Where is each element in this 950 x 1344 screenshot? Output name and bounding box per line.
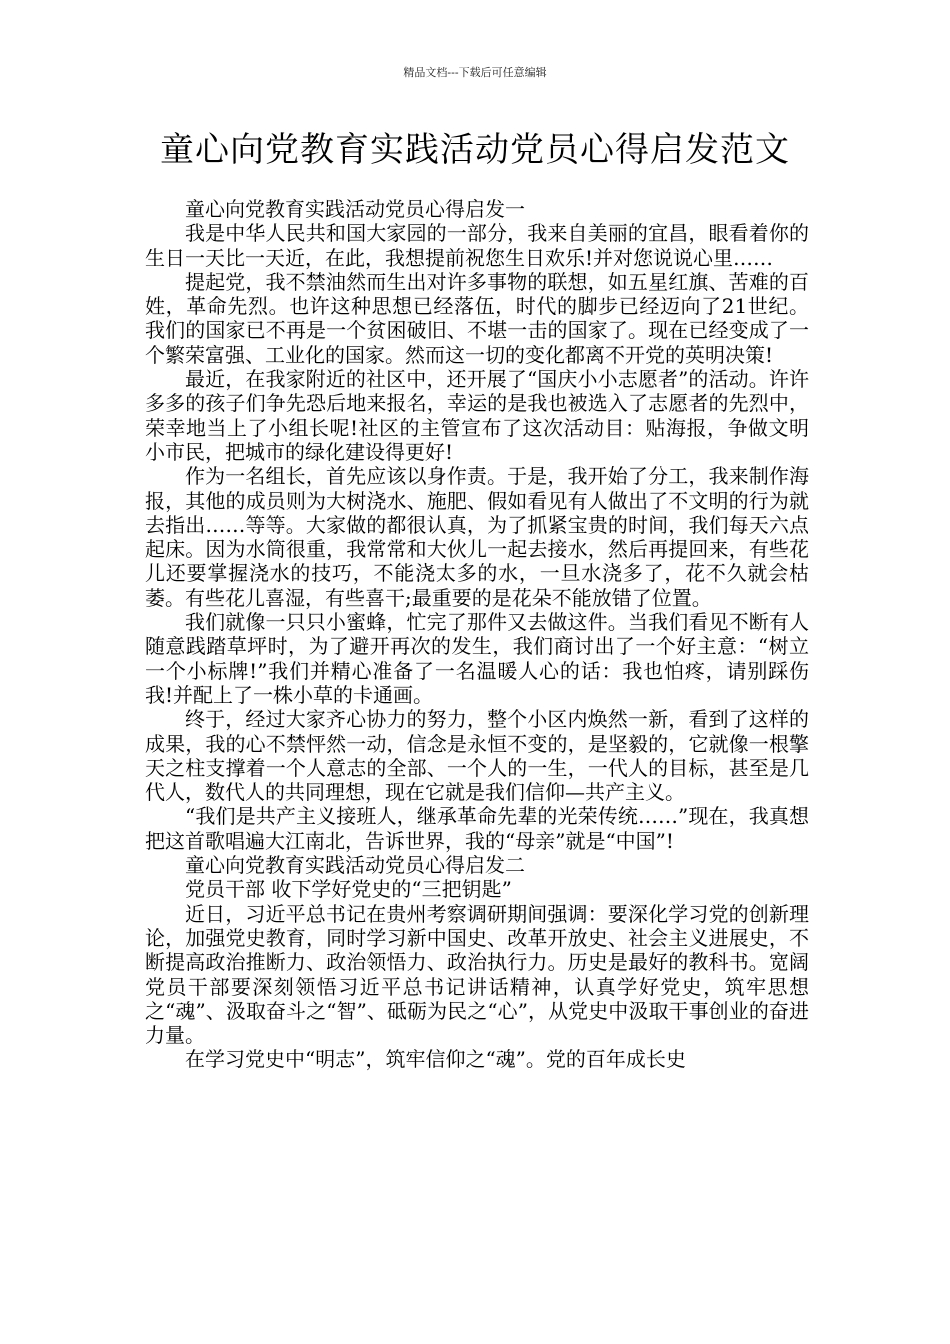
document-title: 童心向党教育实践活动党员心得启发范文 xyxy=(160,130,790,170)
paragraph: 提起党，我不禁油然而生出对许多事物的联想，如五星红旗、苦难的百姓，革命先烈。也许这种思想已经落伍，时代的脚步已经迈向了21世纪。我们的国家已不再是一个贫困破旧、不堪一击的国家了。现在已经变成了一个繁荣富强、工业化的国家。然而这一切的变化都离不开党的英明决策! xyxy=(145,269,809,367)
page-header: 精品文档---下载后可任意编辑 xyxy=(403,66,547,79)
paragraph: 最近，在我家附近的社区中，还开展了“国庆小小志愿者”的活动。许许多多的孩子们争先恐后地来报名，幸运的是我也被选入了志愿者的先烈中，荣幸地当上了小组长呢!社区的主管宣布了这次活动目：贴海报，争做文明小市民，把城市的绿化建设得更好! xyxy=(145,367,809,464)
document-body xyxy=(145,197,809,1072)
paragraph: 终于，经过大家齐心协力的努力，整个小区内焕然一新，看到了这样的成果，我的心不禁怦然一动，信念是永恒不变的，是坚毅的，它就像一根擎天之柱支撑着一个人意志的全部、一个人的一生，一代人的目标，甚至是几代人，数代人的共同理想，现在它就是我们信仰—共产主义。 xyxy=(145,707,809,805)
paragraph: 在学习党史中“明志”，筑牢信仰之“魂”。党的百年成长史 xyxy=(185,1047,686,1072)
paragraph: 我是中华人民共和国大家园的一部分，我来自美丽的宜昌，眼看着你的生日一天比一天近，在此，我想提前祝您生日欢乐!并对您说说心里…… xyxy=(145,221,809,270)
paragraph: 作为一名组长，首先应该以身作责。于是，我开始了分工，我来制作海报，其他的成员则为大树浇水、施肥、假如看见有人做出了不文明的行为就去指出……等等。大家做的都很认真，为了抓紧宝贵的时间，我们每天六点起床。因为水筒很重，我常常和大伙儿一起去接水，然后再提回来，有些花儿还要掌握浇水的技巧，不能浇太多的水，一旦水浇多了，花不久就会枯萎。有些花儿喜湿，有些喜干;最重要的是花朵不能放错了位置。 xyxy=(145,464,809,610)
section-subheading: 党员干部 收下学好党史的“三把钥匙” xyxy=(185,877,512,902)
paragraph: 我们就像一只只小蜜蜂，忙完了那件又去做这件。当我们看见不断有人随意践踏草坪时，为了避开再次的发生，我们商讨出了一个好主意：“树立一个小标牌!”我们并精心准备了一名温暖人心的话：我也怕疼，请别踩伤我!并配上了一株小草的卡通画。 xyxy=(145,610,809,707)
section-heading-2: 童心向党教育实践活动党员心得启发二 xyxy=(185,853,525,878)
paragraph: “我们是共产主义接班人，继承革命先辈的光荣传统……”现在，我真想把这首歌唱遍大江南北，告诉世界，我的“母亲”就是“中国”! xyxy=(145,804,809,853)
section-heading-1: 童心向党教育实践活动党员心得启发一 xyxy=(185,197,525,221)
paragraph: 近日，习近平总书记在贵州考察调研期间强调：要深化学习党的创新理论，加强党史教育，同时学习新中国史、改革开放史、社会主义进展史，不断提高政治推断力、政治领悟力、政治执行力。历史是最好的教科书。宽阔党员干部要深刻领悟习近平总书记讲话精神，认真学好党史，筑牢思想之“魂”、汲取奋斗之“智”、砥砺为民之“心”，从党史中汲取干事创业的奋进力量。 xyxy=(145,901,809,1048)
